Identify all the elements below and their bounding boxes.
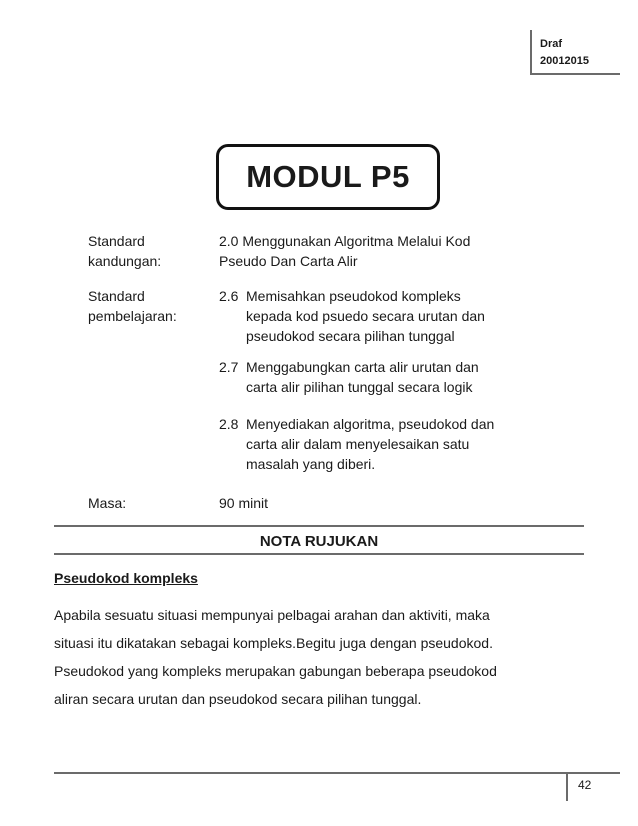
standard-kandungan-label: [88, 231, 161, 271]
draft-code: 20012015: [540, 55, 589, 67]
item-line: Menyediakan algoritma, pseudokod dan: [246, 416, 495, 432]
item-line: Menggabungkan carta alir urutan dan: [246, 359, 479, 375]
nota-heading: NOTA RUJUKAN: [259, 533, 379, 550]
page-number: 42: [578, 778, 592, 792]
label-line: Standard: [88, 288, 145, 304]
label-line: pembelajaran:: [88, 308, 177, 324]
item-line: masalah yang diberi.: [246, 456, 376, 472]
paragraph-line: Pseudokod yang kompleks merupakan gabungan beberapa pseudokod: [54, 663, 497, 679]
item-line: carta alir pilihan tunggal secara logik: [246, 379, 473, 395]
value-line: 2.0 Menggunakan Algoritma Melalui Kod: [219, 233, 471, 249]
label-line: Standard: [88, 233, 145, 249]
section-paragraph: [54, 601, 599, 713]
item-line: pseudokod secara pilihan tunggal: [246, 328, 455, 344]
item-number: 2.6: [219, 288, 239, 304]
item-number: 2.8: [219, 416, 239, 432]
divider-bottom: [54, 553, 584, 555]
paragraph-line: situasi itu dikatakan sebagai kompleks.Begitu juga dengan pseudokod.: [54, 635, 493, 651]
label-line: kandungan:: [88, 253, 162, 269]
paragraph-line: Apabila sesuatu situasi mempunyai pelbagai arahan dan aktiviti, maka: [54, 607, 490, 623]
item-line: kepada kod psuedo secara urutan dan: [246, 308, 485, 324]
standard-kandungan-value: [219, 231, 470, 271]
module-title: MODUL P5: [246, 159, 410, 194]
page-number-box: [566, 774, 620, 801]
footer-rule: [54, 772, 620, 774]
standard-pembelajaran-label: [88, 286, 177, 326]
module-title-box: [216, 144, 440, 210]
draft-stamp: [530, 30, 620, 75]
section-subheading: Pseudokod kompleks: [54, 570, 198, 586]
item-line: Memisahkan pseudokod kompleks: [246, 288, 461, 304]
paragraph-line: aliran secara urutan dan pseudokod secara pilihan tunggal.: [54, 691, 422, 707]
item-number: 2.7: [219, 359, 239, 375]
draft-label: Draf: [540, 38, 563, 50]
item-line: carta alir dalam menyelesaikan satu: [246, 436, 470, 452]
divider-top: [54, 525, 584, 527]
masa-label: Masa:: [88, 495, 127, 511]
value-line: Pseudo Dan Carta Alir: [219, 253, 358, 269]
masa-value: 90 minit: [219, 495, 269, 511]
